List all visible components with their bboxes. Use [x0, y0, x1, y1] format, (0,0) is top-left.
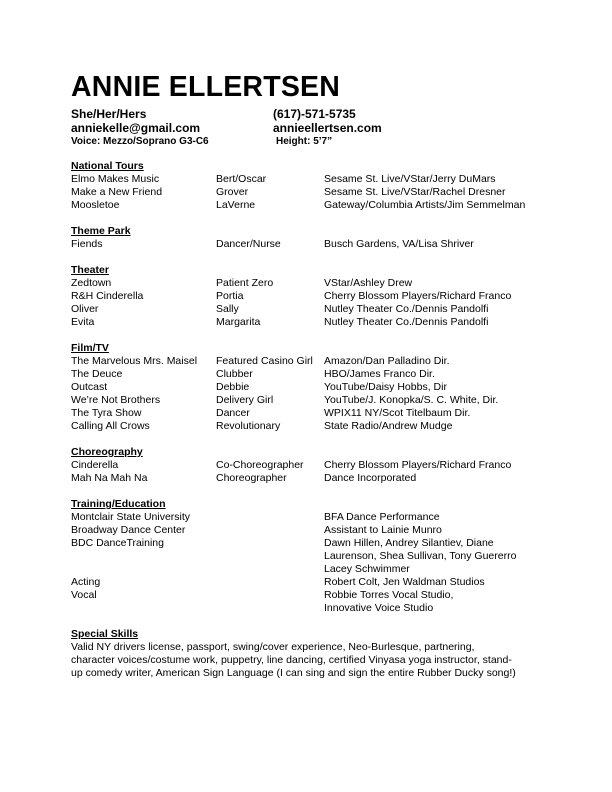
special-skills-text — [71, 641, 541, 680]
credit-row — [71, 173, 591, 186]
section-theme-park — [71, 225, 591, 251]
credit-title: Vocal — [71, 589, 97, 601]
credit-row — [71, 472, 591, 485]
skills-line: Valid NY drivers license, passport, swing/cover experience, Neo-Burlesque, partnering, — [71, 641, 475, 653]
credit-row — [71, 368, 591, 381]
credit-title: Calling All Crows — [71, 420, 150, 432]
credit-title: Broadway Dance Center — [71, 524, 186, 536]
credit-company: Laurenson, Shea Sullivan, Tony Guererro — [324, 550, 517, 562]
credit-company: Assistant to Lainie Munro — [324, 524, 442, 536]
credit-role: Featured Casino Girl — [216, 355, 313, 367]
credit-company: Nutley Theater Co./Dennis Pandolfi — [324, 303, 489, 315]
credit-title: We’re Not Brothers — [71, 394, 161, 406]
credit-role: Sally — [216, 303, 239, 315]
credit-row — [71, 537, 591, 550]
section-title: National Tours — [71, 160, 144, 172]
credit-company: Innovative Voice Studio — [324, 602, 434, 614]
credit-role: Dancer — [216, 407, 250, 419]
credit-row — [71, 589, 591, 602]
credit-title: The Marvelous Mrs. Maisel — [71, 355, 198, 367]
special-skills-section — [71, 628, 591, 680]
email: anniekelle@gmail.com — [71, 121, 201, 135]
section-title: Theater — [71, 264, 109, 276]
height: Height: 5’7” — [276, 136, 333, 147]
credit-title: Outcast — [71, 381, 108, 393]
credit-company: YouTube/J. Konopka/S. C. White, Dir. — [324, 394, 499, 406]
skills-line: up comedy writer, American Sign Language (I can sing and sign the entire Rubber Ducky song!) — [71, 667, 516, 679]
credit-title: BDC DanceTraining — [71, 537, 164, 549]
credit-company: BFA Dance Performance — [324, 511, 440, 523]
section-title: Training/Education — [71, 498, 166, 510]
credit-role: Patient Zero — [216, 277, 274, 289]
credit-row — [71, 355, 591, 368]
credit-row — [71, 420, 591, 433]
credit-company: Amazon/Dan Palladino Dir. — [324, 355, 450, 367]
credit-row — [71, 381, 591, 394]
credit-role: Dancer/Nurse — [216, 238, 281, 250]
credit-title: The Deuce — [71, 368, 123, 380]
credit-company: Robert Colt, Jen Waldman Studios — [324, 576, 485, 588]
credit-row — [71, 186, 591, 199]
credit-company: Cherry Blossom Players/Richard Franco — [324, 290, 512, 302]
website: annieellertsen.com — [273, 121, 382, 135]
phone: (617)-571-5735 — [273, 107, 356, 121]
credit-title: Cinderella — [71, 459, 119, 471]
section-film-tv — [71, 342, 591, 433]
credit-role: Debbie — [216, 381, 250, 393]
section-title: Film/TV — [71, 342, 109, 354]
credit-row — [71, 394, 591, 407]
credit-title: Mah Na Mah Na — [71, 472, 148, 484]
section-national-tours — [71, 160, 591, 212]
credit-row — [71, 550, 591, 563]
contact-row-2 — [71, 121, 591, 135]
credit-company: WPIX11 NY/Scot Titelbaum Dir. — [324, 407, 471, 419]
credit-role: Delivery Girl — [216, 394, 274, 406]
credit-company: Dance Incorporated — [324, 472, 417, 484]
credit-row — [71, 407, 591, 420]
credit-company: Dawn Hillen, Andrey Silantiev, Diane — [324, 537, 494, 549]
credit-row — [71, 303, 591, 316]
credit-company: Robbie Torres Vocal Studio, — [324, 589, 454, 601]
credit-title: Montclair State University — [71, 511, 191, 523]
section-training-education — [71, 498, 591, 615]
credit-row — [71, 459, 591, 472]
credit-company: State Radio/Andrew Mudge — [324, 420, 453, 432]
resume-sections — [71, 160, 591, 693]
contact-row-3 — [71, 135, 591, 149]
credit-company: Busch Gardens, VA/Lisa Shriver — [324, 238, 474, 250]
credit-row — [71, 316, 591, 329]
credit-role: Co-Choreographer — [216, 459, 304, 471]
credit-role: Margarita — [216, 316, 261, 328]
credit-company: Gateway/Columbia Artists/Jim Semmelman — [324, 199, 526, 211]
credit-company: Nutley Theater Co./Dennis Pandolfi — [324, 316, 489, 328]
credit-role: Choreographer — [216, 472, 287, 484]
credit-company: YouTube/Daisy Hobbs, Dir — [324, 381, 447, 393]
credit-company: Sesame St. Live/VStar/Jerry DuMars — [324, 173, 496, 185]
credit-role: Portia — [216, 290, 244, 302]
section-title: Theme Park — [71, 225, 131, 237]
credit-row — [71, 290, 591, 303]
contact-block — [71, 107, 591, 149]
credit-company: Lacey Schwimmer — [324, 563, 410, 575]
credit-company: HBO/James Franco Dir. — [324, 368, 435, 380]
credit-title: Moosletoe — [71, 199, 120, 211]
skills-line: character voices/costume work, puppetry, line dancing, certified Vinyasa yoga instructor, stand- — [71, 654, 512, 666]
credit-title: R&H Cinderella — [71, 290, 144, 302]
credit-title: Make a New Friend — [71, 186, 163, 198]
credit-row — [71, 277, 591, 290]
resume-name: ANNIE ELLERTSEN — [71, 71, 341, 103]
credit-row — [71, 199, 591, 212]
section-title: Special Skills — [71, 628, 139, 640]
credit-row — [71, 524, 591, 537]
voice-range: Voice: Mezzo/Soprano G3-C6 — [71, 136, 209, 147]
credit-row — [71, 602, 591, 615]
credit-company: VStar/Ashley Drew — [324, 277, 413, 289]
section-choreography — [71, 446, 591, 485]
section-title: Choreography — [71, 446, 143, 458]
credit-role: Grover — [216, 186, 249, 198]
credit-title: Elmo Makes Music — [71, 173, 160, 185]
credit-row — [71, 511, 591, 524]
contact-row-1 — [71, 107, 591, 121]
credit-role: Clubber — [216, 368, 253, 380]
credit-role: Bert/Oscar — [216, 173, 267, 185]
credit-role: LaVerne — [216, 199, 256, 211]
credit-company: Cherry Blossom Players/Richard Franco — [324, 459, 512, 471]
credit-row — [71, 238, 591, 251]
credit-title: Oliver — [71, 303, 99, 315]
credit-row — [71, 563, 591, 576]
credit-title: Zedtown — [71, 277, 112, 289]
section-theater — [71, 264, 591, 329]
credit-title: The Tyra Show — [71, 407, 142, 419]
credit-role: Revolutionary — [216, 420, 281, 432]
credit-title: Fiends — [71, 238, 103, 250]
credit-company: Sesame St. Live/VStar/Rachel Dresner — [324, 186, 506, 198]
pronouns: She/Her/Hers — [71, 107, 147, 121]
credit-title: Acting — [71, 576, 101, 588]
credit-row — [71, 576, 591, 589]
credit-title: Evita — [71, 316, 95, 328]
